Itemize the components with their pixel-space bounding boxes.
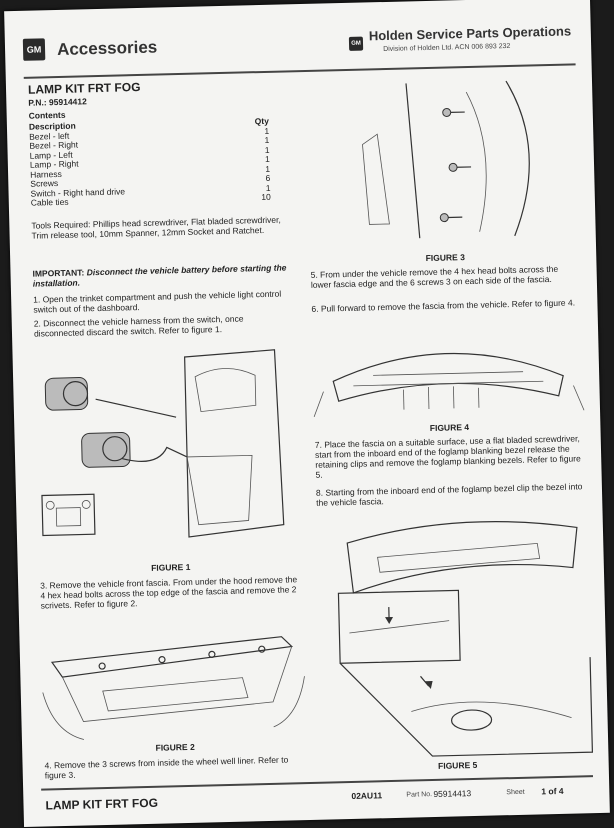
figure-5-illustration [316,507,592,764]
figure-5-caption: FIGURE 5 [437,759,478,771]
bolt-icon [449,163,471,172]
bolt-icon [443,108,465,117]
parts-list [29,117,271,208]
instruction-sheet [4,0,610,827]
kit-title: LAMP KIT FRT FOG [27,79,141,97]
qty-header: Qty [254,115,269,127]
accessories-title: Accessories [56,37,158,59]
table-row: Bezel - Right 1 [29,134,270,151]
figure-2-illustration [41,616,306,742]
important-label: IMPORTANT: [32,267,85,279]
table-row: Switch - Right hand drive 1 [30,182,271,199]
important-note [32,262,294,288]
bolt-icon [440,213,462,222]
figure-4-caption: FIGURE 4 [429,422,470,434]
brand-name: Holden Service Parts Operations [368,23,572,44]
footer-part-no: 95914413 [433,788,472,800]
tools-required: Tools Required: Phillips head screwdriver, Flat bladed screwdriver, Trim release tool, 10mm Spanner, 12mm Socket and Ratchet. [31,214,281,241]
gm-logo: GM [23,38,46,61]
sheet-label: Sheet [506,788,525,797]
table-row: Screws 6 [30,172,271,189]
footer-date: 02AU11 [351,790,383,802]
step-2: 2. Disconnect the vehicle harness from the switch, once disconnected discard the switch. Refer to figure 1. [33,313,244,339]
table-row: Lamp - Left 1 [29,144,270,161]
part-no-label: Part No. [406,791,433,799]
footer-title: LAMP KIT FRT FOG [45,795,159,813]
table-row: Bezel - left 1 [29,125,270,142]
figure-3-caption: FIGURE 3 [425,252,465,264]
step-3: 3. Remove the vehicle front fascia. From under the hood remove the 4 hex head bolts across the top edge of the fascia and remove the 2 scrivets. Refer to figure 2. [40,574,298,611]
step-7: 7. Place the fascia on a suitable surface, use a flat bladed screwdriver, start from the inboard end of the foglamp blanking bezel release the retaining clips and remove the foglamp blanking bezels. Refer to figure 5. [314,433,581,480]
figure-2-caption: FIGURE 2 [155,741,195,753]
step-1: 1. Open the trinket compartment and push the vehicle light control switch out of the dashboard. [33,288,282,315]
figure-1-caption: FIGURE 1 [151,561,191,573]
step-4: 4. Remove the 3 screws from inside the wheel well liner. Refer to figure 3. [44,754,289,781]
step-8: 8. Starting from the inboard end of the foglamp bezel clip the bezel into the vehicle fascia. [315,481,583,508]
contents-heading: Contents [28,109,66,121]
holden-logo: GM [349,37,363,51]
table-row: Lamp - Right 1 [29,153,270,170]
step-5: 5. From under the vehicle remove the 4 hex head bolts across the lower fascia edge and the 6 screws 3 on each side of the fascia. [310,263,559,290]
table-row: Cable ties 10 [30,191,271,208]
table-row: Harness 1 [29,163,271,180]
important-text: Disconnect the vehicle battery before starting the installation. [32,262,287,289]
figure-1-illustration [34,345,289,551]
part-number: P.N.: 95914412 [28,96,87,108]
figure-4-illustration [312,325,584,422]
step-6: 6. Pull forward to remove the fascia from the vehicle. Refer to figure 4. [311,297,576,314]
figure-3-illustration [306,69,580,246]
sheet-header [23,19,576,78]
desc-header: Description [28,120,76,132]
sheet-footer [41,775,594,818]
division-text: Division of Holden Ltd. ACN 006 893 232 [383,42,511,54]
sheet-number: 1 of 4 [541,785,564,797]
